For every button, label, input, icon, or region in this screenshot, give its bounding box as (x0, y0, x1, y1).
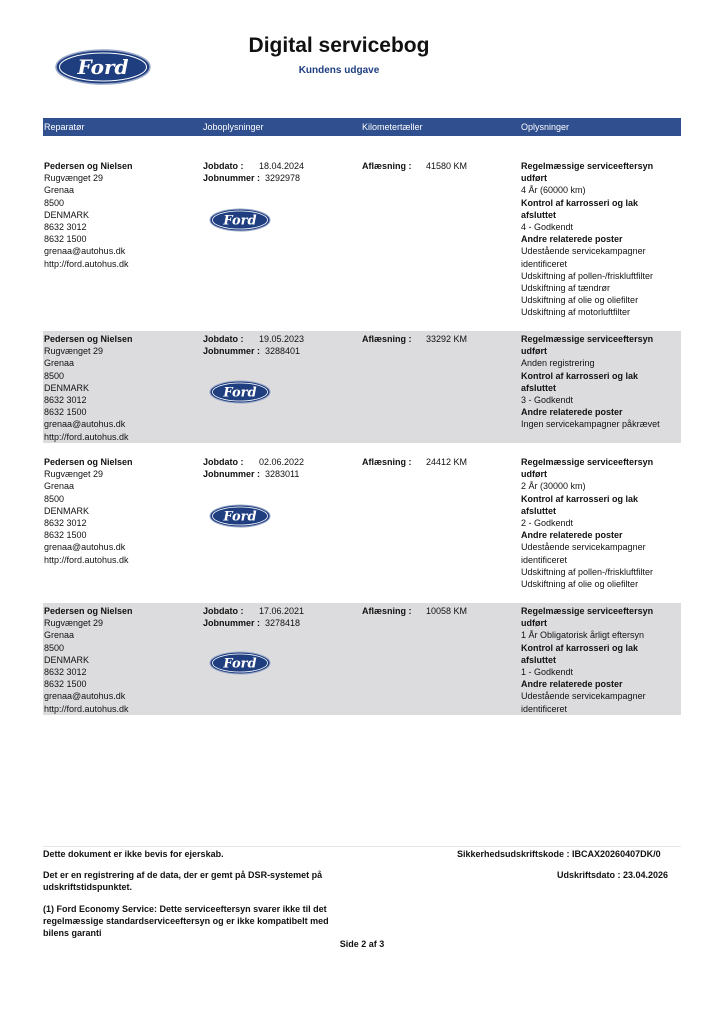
info-detail: Udestående servicekampagner (521, 542, 646, 553)
repairer-street: Rugvænget 29 (44, 469, 104, 480)
repairer-website: http://ford.autohus.dk (44, 431, 129, 442)
repairer-email: grenaa@autohus.dk (44, 246, 126, 257)
repairer-name: Pedersen og Nielsen (44, 606, 133, 616)
job-block (203, 605, 358, 629)
info-heading: udført (521, 346, 547, 357)
repairer-name: Pedersen og Nielsen (44, 457, 133, 467)
svg-text:Ford: Ford (223, 385, 257, 401)
table-row (43, 454, 681, 594)
job-date: 02.06.2022 (259, 457, 305, 467)
job-block (203, 456, 358, 480)
odometer-value: 10058 KM (426, 606, 468, 616)
job-date: 17.06.2021 (259, 606, 305, 616)
svg-text:Ford: Ford (223, 213, 257, 229)
repairer-country: DENMARK (44, 654, 90, 665)
job-date: 18.04.2024 (259, 161, 305, 171)
info-heading: Kontrol af karrosseri og lak (521, 370, 639, 381)
repairer-phone: 8632 3012 (44, 222, 87, 233)
economy-note-line: regelmæssige standardserviceeftersyn og er ikke kompatibelt med (43, 916, 329, 926)
odometer-value: 41580 KM (426, 161, 468, 171)
info-detail: 4 - Godkendt (521, 222, 574, 233)
column-header-job: Joboplysninger (203, 122, 264, 132)
reading-label: Aflæsning : (362, 457, 412, 467)
repairer-website: http://ford.autohus.dk (44, 554, 129, 565)
svg-text:Ford: Ford (223, 656, 257, 672)
info-heading: Regelmæssige serviceeftersyn (521, 606, 654, 616)
info-detail: Udskiftning af olie og oliefilter (521, 579, 639, 590)
odometer-block (362, 333, 517, 345)
info-detail: Udskiftning af pollen-/friskluftfilter (521, 270, 654, 281)
repairer-city: Grenaa (44, 185, 75, 196)
repairer-zip: 8500 (44, 370, 65, 381)
repairer-city: Grenaa (44, 481, 75, 492)
column-header-odometer: Kilometertæller (362, 122, 423, 132)
info-detail: 1 - Godkendt (521, 667, 574, 678)
job-date-label: Jobdato : (203, 606, 244, 616)
repairer-block (44, 456, 199, 566)
info-detail: Anden registrering (521, 358, 595, 369)
reading-label: Aflæsning : (362, 334, 412, 344)
info-heading: afsluttet (521, 654, 557, 665)
info-detail: Ingen servicekampagner påkrævet (521, 419, 660, 430)
info-detail: Udskiftning af olie og oliefilter (521, 295, 639, 306)
odometer-block (362, 605, 517, 617)
print-date: Udskriftsdato : 23.04.2026 (557, 870, 669, 880)
info-heading: Andre relaterede poster (521, 530, 623, 541)
info-detail: Udestående servicekampagner (521, 691, 646, 702)
info-detail: Udskiftning af pollen-/friskluftfilter (521, 566, 654, 577)
table-header (43, 118, 681, 136)
svg-text:Ford: Ford (77, 55, 129, 79)
info-block (521, 160, 679, 319)
info-heading: Regelmæssige serviceeftersyn (521, 457, 654, 467)
ford-logo-small (209, 380, 271, 404)
info-heading: Andre relaterede poster (521, 407, 623, 418)
info-heading: udført (521, 173, 547, 184)
repairer-city: Grenaa (44, 630, 75, 641)
info-heading: Regelmæssige serviceeftersyn (521, 161, 654, 171)
job-number: 3292978 (265, 173, 301, 184)
page-number: Side 2 af 3 (339, 939, 385, 949)
repairer-name: Pedersen og Nielsen (44, 161, 133, 171)
repairer-block (44, 333, 199, 443)
repairer-block (44, 160, 199, 270)
repairer-zip: 8500 (44, 642, 65, 653)
info-heading: Regelmæssige serviceeftersyn (521, 334, 654, 344)
repairer-email: grenaa@autohus.dk (44, 542, 126, 553)
repairer-street: Rugvænget 29 (44, 173, 104, 184)
info-detail: 4 År (60000 km) (521, 185, 586, 196)
repairer-country: DENMARK (44, 505, 90, 516)
registration-note (43, 869, 322, 893)
job-date-label: Jobdato : (203, 457, 244, 467)
page-subtitle: Kundens udgave (298, 65, 380, 76)
info-block (521, 456, 679, 590)
repairer-country: DENMARK (44, 209, 90, 220)
registration-note-line: udskriftstidspunktet. (43, 882, 133, 892)
info-heading: udført (521, 469, 547, 480)
job-number: 3288401 (265, 346, 301, 357)
info-detail: 2 - Godkendt (521, 518, 574, 529)
info-heading: udført (521, 618, 547, 629)
job-number-label: Jobnummer : (203, 346, 261, 357)
security-code: Sikkerhedsudskriftskode : IBCAX20260407DK/0 (457, 849, 661, 859)
economy-note-line: (1) Ford Economy Service: Dette serviceeftersyn svarer ikke til det (43, 904, 327, 914)
registration-note-line: Det er en registrering af de data, der er gemt på DSR-systemet på (43, 870, 323, 880)
job-block (203, 333, 358, 357)
info-detail: 1 År Obligatorisk årligt eftersyn (521, 630, 645, 641)
job-block (203, 160, 358, 184)
table-row (43, 158, 681, 322)
info-heading: Andre relaterede poster (521, 234, 623, 245)
column-header-repairer: Reparatør (44, 122, 85, 132)
repairer-phone-2: 8632 1500 (44, 679, 87, 690)
odometer-value: 24412 KM (426, 457, 468, 467)
economy-note-line: bilens garanti (43, 928, 102, 938)
repairer-phone: 8632 3012 (44, 518, 87, 529)
ford-logo-small (209, 208, 271, 232)
economy-service-note (43, 903, 329, 939)
column-header-info: Oplysninger (521, 122, 570, 132)
reading-label: Aflæsning : (362, 161, 412, 171)
odometer-block (362, 160, 517, 172)
footer-divider (43, 846, 681, 847)
job-date-label: Jobdato : (203, 334, 244, 344)
repairer-zip: 8500 (44, 493, 65, 504)
info-heading: Kontrol af karrosseri og lak (521, 642, 639, 653)
info-detail: 2 År (30000 km) (521, 481, 586, 492)
job-number-label: Jobnummer : (203, 173, 261, 184)
info-detail: Udskiftning af tændrør (521, 283, 611, 294)
repairer-phone-2: 8632 1500 (44, 407, 87, 418)
info-detail: identificeret (521, 554, 568, 565)
job-number: 3278418 (265, 618, 301, 629)
info-heading: Kontrol af karrosseri og lak (521, 493, 639, 504)
info-detail: Udestående servicekampagner (521, 246, 646, 257)
ford-logo-small (209, 651, 271, 675)
repairer-street: Rugvænget 29 (44, 618, 104, 629)
repairer-name: Pedersen og Nielsen (44, 334, 133, 344)
repairer-email: grenaa@autohus.dk (44, 691, 126, 702)
info-detail: identificeret (521, 703, 568, 714)
repairer-website: http://ford.autohus.dk (44, 703, 129, 714)
repairer-country: DENMARK (44, 382, 90, 393)
repairer-email: grenaa@autohus.dk (44, 419, 126, 430)
odometer-value: 33292 KM (426, 334, 468, 344)
page-title: Digital servicebog (248, 34, 430, 57)
svg-text:Ford: Ford (223, 509, 257, 525)
info-heading: afsluttet (521, 209, 557, 220)
info-block (521, 333, 679, 431)
ford-logo-small (209, 504, 271, 528)
info-heading: afsluttet (521, 382, 557, 393)
repairer-phone: 8632 3012 (44, 395, 87, 406)
info-detail: 3 - Godkendt (521, 395, 574, 406)
ownership-disclaimer: Dette dokument er ikke bevis for ejerskab. (43, 849, 224, 859)
repairer-phone-2: 8632 1500 (44, 530, 87, 541)
job-number-label: Jobnummer : (203, 469, 261, 480)
reading-label: Aflæsning : (362, 606, 412, 616)
repairer-city: Grenaa (44, 358, 75, 369)
repairer-phone-2: 8632 1500 (44, 234, 87, 245)
info-detail: identificeret (521, 258, 568, 269)
table-row (43, 603, 681, 715)
repairer-phone: 8632 3012 (44, 667, 87, 678)
job-date: 19.05.2023 (259, 334, 305, 344)
odometer-block (362, 456, 517, 468)
repairer-website: http://ford.autohus.dk (44, 258, 129, 269)
repairer-block (44, 605, 199, 715)
table-row (43, 331, 681, 443)
job-number-label: Jobnummer : (203, 618, 261, 629)
repairer-street: Rugvænget 29 (44, 346, 104, 357)
info-heading: Kontrol af karrosseri og lak (521, 197, 639, 208)
job-date-label: Jobdato : (203, 161, 244, 171)
info-detail: Udskiftning af motorluftfilter (521, 307, 631, 318)
job-number: 3283011 (265, 469, 300, 480)
info-block (521, 605, 679, 715)
info-heading: Andre relaterede poster (521, 679, 623, 690)
info-heading: afsluttet (521, 505, 557, 516)
repairer-zip: 8500 (44, 197, 65, 208)
